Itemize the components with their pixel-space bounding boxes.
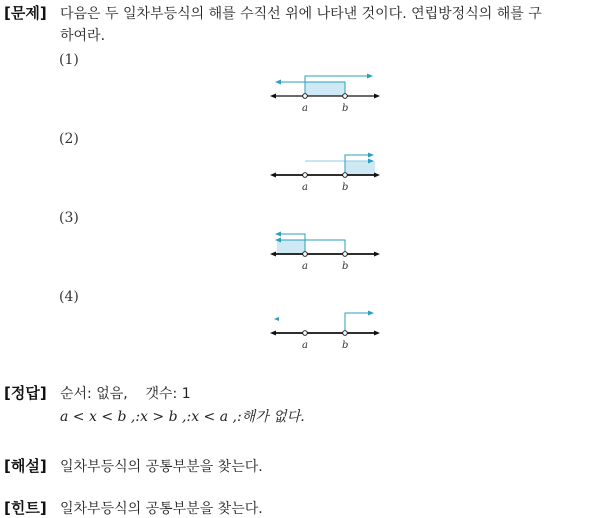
axis-arrow-left: [270, 331, 276, 336]
number-line-3: [265, 226, 385, 274]
number-line-2: [265, 147, 385, 195]
point-a-marker: [303, 94, 308, 99]
explanation-tag: [해설]: [4, 457, 47, 475]
number-line-4: [265, 305, 385, 353]
axis-arrow-right: [374, 173, 380, 178]
point-b-marker: [343, 173, 348, 178]
arrow-head-left: [274, 317, 279, 321]
hint-text: 일차부등식의 공통부분을 찾는다.: [60, 501, 263, 517]
axis-arrow-right: [374, 331, 380, 336]
arrow-head-right: [367, 74, 373, 79]
problem-text-line2: 하여라.: [60, 28, 106, 44]
point-a-marker: [303, 331, 308, 336]
problem-tag: [문제]: [4, 4, 47, 22]
number-line-1: [265, 68, 385, 116]
problem-text-line1: 다음은 두 일차부등식의 해를 수직선 위에 나타낸 것이다. 연립방정식의 해를 구: [60, 6, 542, 22]
arrow-head-left: [275, 80, 281, 85]
point-a-label: a: [302, 261, 308, 272]
point-b-label: b: [342, 340, 349, 351]
shaded-interval: [345, 161, 375, 175]
point-b-marker: [343, 94, 348, 99]
item-label-1: (1): [59, 52, 79, 68]
point-b-label: b: [342, 182, 349, 193]
item-label-2: (2): [59, 131, 79, 147]
point-b-label: b: [342, 261, 349, 272]
item-label-4: (4): [59, 289, 79, 305]
point-b-marker: [343, 331, 348, 336]
axis-arrow-left: [270, 252, 276, 257]
explanation-text: 일차부등식의 공통부분을 찾는다.: [60, 459, 263, 475]
answer-text-line1: 순서: 없음, 갯수: 1: [60, 386, 191, 402]
answer-tag: [정답]: [4, 384, 47, 402]
axis-arrow-right: [374, 252, 380, 257]
point-a-marker: [303, 252, 308, 257]
range-arrow-right: [305, 76, 370, 82]
arrow-head-right: [368, 311, 374, 316]
range-arrow-right: [345, 313, 371, 333]
hint-tag: [힌트]: [4, 499, 47, 517]
point-a-label: a: [302, 182, 308, 193]
arrow-head-upper: [275, 232, 281, 237]
shaded-interval: [305, 82, 345, 96]
arrow-head-upper: [368, 153, 374, 158]
item-label-3: (3): [59, 210, 79, 226]
point-a-label: a: [302, 103, 308, 114]
axis-arrow-left: [270, 173, 276, 178]
axis-arrow-right: [374, 94, 380, 99]
point-a-marker: [303, 173, 308, 178]
point-b-label: b: [342, 103, 349, 114]
shaded-interval: [277, 240, 305, 254]
point-b-marker: [343, 252, 348, 257]
point-a-label: a: [302, 340, 308, 351]
axis-arrow-left: [270, 94, 276, 99]
answer-text-line2: a < x < b ,:x > b ,:x < a ,:해가 없다.: [60, 409, 305, 425]
